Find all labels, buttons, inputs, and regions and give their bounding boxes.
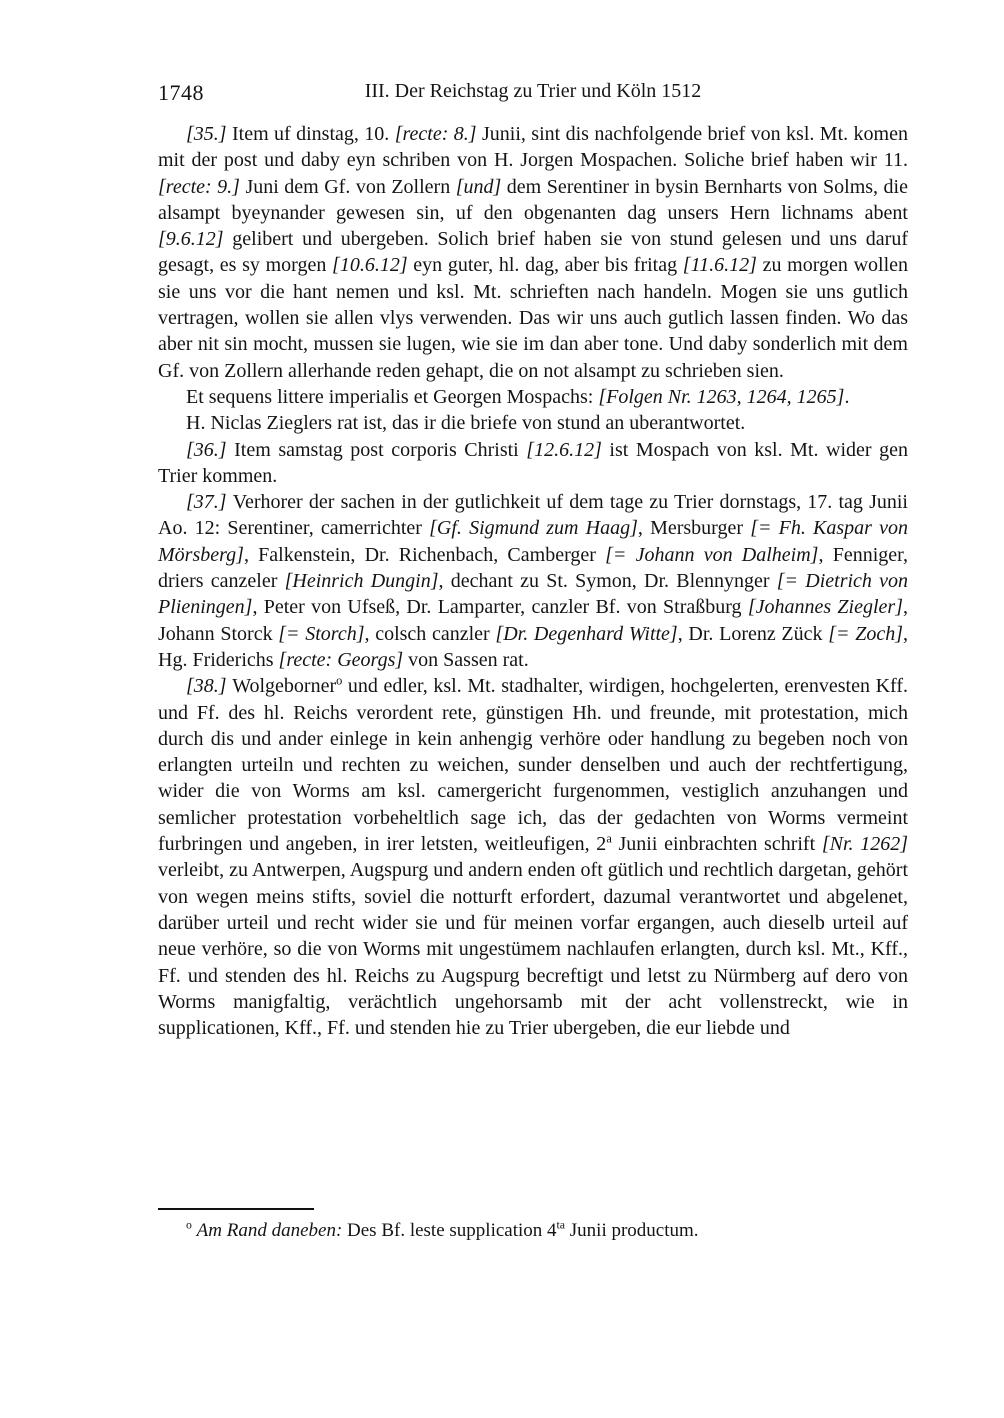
text-segment: ist Mospach von ksl. Mt. wider gen Trier kommen. — [158, 438, 908, 487]
paragraph-1 — [158, 121, 908, 384]
text-segment: und edler, ksl. Mt. stadhalter, wirdigen, hochgelerten, erenvesten Kff. und Ff. des hl. Reichs verordent rete, günstigen Hh. und freunde, mit protestation, mich durch dis und ander einlege in kein anhengig verhöre oder handlung zu begeben noch von erlangten urteiln und rechten zu weichen, sunder denselben und auch der rechtfertigung, wider die von Worms am ksl. camergericht furgenommen, vestiglich anzuhangen und semlicher protestation vorbeheltlich sage ich, das der gedachten von Worms vermeint furbringen und angeben, in irer letsten, weitleufigen, 2 — [158, 675, 909, 856]
text-segment: Junii, sint dis nachfolgende brief von ksl. Mt. komen mit der post und daby eyn schriben von H. Jorgen Mospachen. Soliche brief haben wir 11. — [158, 123, 908, 172]
text-segment: Am Rand daneben: — [196, 1220, 343, 1241]
text-segment: [12.6.12] — [526, 438, 610, 461]
text-segment: ta — [556, 1218, 566, 1232]
text-segment: [= Fh. Kaspar von Mörsberg] — [158, 517, 908, 566]
text-segment: Des Bf. leste supplication 4 — [342, 1220, 557, 1241]
text-segment: Et sequens littere imperialis et Georgen Mospachs: — [186, 385, 599, 408]
text-segment: , Falkenstein, Dr. Richenbach, Camberger — [243, 543, 606, 566]
paragraph-6 — [158, 673, 908, 1041]
text-segment: [Nr. 1262] — [821, 833, 908, 856]
text-segment: Item samstag post corporis Christi — [234, 438, 527, 461]
text-segment: , Mersburger — [637, 517, 751, 540]
text-segment: [= Storch] — [278, 622, 365, 645]
paragraph-3 — [158, 410, 908, 436]
text-segment: H. Niclas Zieglers rat ist, das ir die briefe von stund an uberantwortet. — [186, 412, 746, 435]
text-segment: Verhorer der sachen in der gutlichkeit uf dem tage zu Trier dornstags, 17. tag Junii Ao. 12: Serentiner, camerrichter — [158, 491, 908, 540]
text-segment: Junii productum. — [565, 1220, 699, 1241]
text-segment: [38.] — [186, 675, 233, 698]
text-segment: [und] — [455, 175, 507, 198]
text-segment: [recte: Georgs] — [278, 648, 404, 671]
text-segment: [= Dietrich von Plieningen] — [158, 570, 909, 619]
text-segment: [= Johann von Dalheim] — [605, 543, 819, 566]
footnote-text — [158, 1218, 908, 1243]
text-segment: , Hg. Friderichs — [158, 622, 908, 671]
text-segment: , Fenniger, driers canzeler — [158, 543, 908, 593]
text-segment: [35.] — [186, 123, 232, 145]
text-segment: [recte: 8.] — [394, 123, 482, 145]
paragraph-list — [158, 121, 908, 1041]
text-segment: a — [606, 831, 612, 846]
text-segment: , colsch canzler — [364, 622, 496, 645]
text-segment: , Johann Storck — [158, 596, 908, 645]
text-segment: [recte: 9.] — [158, 175, 246, 198]
page-header — [158, 80, 908, 106]
text-segment: [Dr. Degenhard Witte] — [495, 622, 678, 645]
text-segment: dem Serentiner in bysin Bernharts von Solms, die alsampt byeynander gewesen sin, uf den obgenanten dag unsers Hern lichnams abent — [158, 175, 908, 224]
footnote-section — [158, 1208, 908, 1243]
running-header: III. Der Reichstag zu Trier und Köln 1512 — [364, 80, 702, 102]
paragraph-2 — [158, 384, 908, 410]
text-segment: zu morgen wollen sie uns vor die hant nemen und ksl. Mt. schrieften nach handeln. Mogen sie uns gutlich vertragen, wollen sie allen vlys verwenden. Das wir uns auch gutlich lassen finden. Wo das aber nit sin mocht, mussen sie lugen, wie sie im dan aber tone. Und daby sonderlich mit dem Gf. von Zollern allerhande reden gehapt, die on not alsampt zu schrieben sien. — [158, 254, 908, 382]
text-segment: [9.6.12] — [158, 228, 233, 251]
paragraph-5 — [158, 489, 908, 673]
text-segment: [Gf. Sigmund zum Haag] — [429, 517, 638, 540]
text-segment: Item uf dinstag, 10. — [231, 123, 395, 145]
text-segment: [10.6.12] — [332, 254, 414, 277]
text-segment: , Dr. Lorenz Zück — [677, 622, 829, 645]
page-number: 1748 — [158, 80, 204, 105]
paragraph-4 — [158, 437, 908, 490]
text-segment: [Johannes Ziegler] — [747, 596, 903, 619]
text-segment: , Peter von Ufseß, Dr. Lamparter, canzler Bf. von Straßburg — [252, 596, 748, 619]
text-segment: o — [336, 673, 343, 688]
footnote-rule — [158, 1208, 314, 1210]
text-segment: von Sassen rat. — [403, 648, 529, 671]
text-segment: [37.] — [186, 491, 233, 514]
text-segment: [Heinrich Dungin] — [284, 570, 439, 593]
text-segment: , dechant zu St. Symon, Dr. Blennynger — [438, 570, 777, 593]
text-segment: Junii einbrachten schrift — [611, 833, 822, 856]
text-column — [158, 80, 908, 1041]
text-segment: o — [186, 1218, 192, 1232]
text-segment: [= Zoch] — [828, 622, 903, 645]
text-segment: eyn guter, hl. dag, aber bis fritag — [413, 254, 683, 277]
text-segment: . — [844, 385, 850, 408]
text-segment: Wolgeborner — [232, 675, 337, 698]
text-segment: Juni dem Gf. von Zollern — [245, 175, 456, 198]
text-segment: gelibert und ubergeben. Solich brief haben sie von stund gelesen und uns daruf gesagt, es sy morgen — [158, 228, 908, 277]
text-segment: [Folgen Nr. 1263, 1264, 1265] — [598, 385, 845, 408]
text-segment: [11.6.12] — [682, 254, 763, 277]
text-segment: verleibt, zu Antwerpen, Augspurg und andern enden oft gütlich und rechtlich dargetan, gehört von wegen meins stifts, soviel die notturft erfordert, dazumal verantwortet und abgelenet, darüber urteil und recht wider sie und für meinen vorfar ergangen, auch dieselb urteil auf neue verhöre, so die von Worms mit ungestümem nachlaufen erlangten, durch ksl. Mt., Kff., Ff. und stenden des hl. Reichs zu Augspurg becreftigt und letst zu Nürmberg auf dero von Worms manigfaltig, verächtlich ungehorsamb mit der acht vollenstreckt, wie in supplicationen, Kff., Ff. und stenden hie zu Trier ubergeben, die eur liebde und — [158, 859, 908, 1040]
text-segment: [36.] — [186, 438, 235, 461]
